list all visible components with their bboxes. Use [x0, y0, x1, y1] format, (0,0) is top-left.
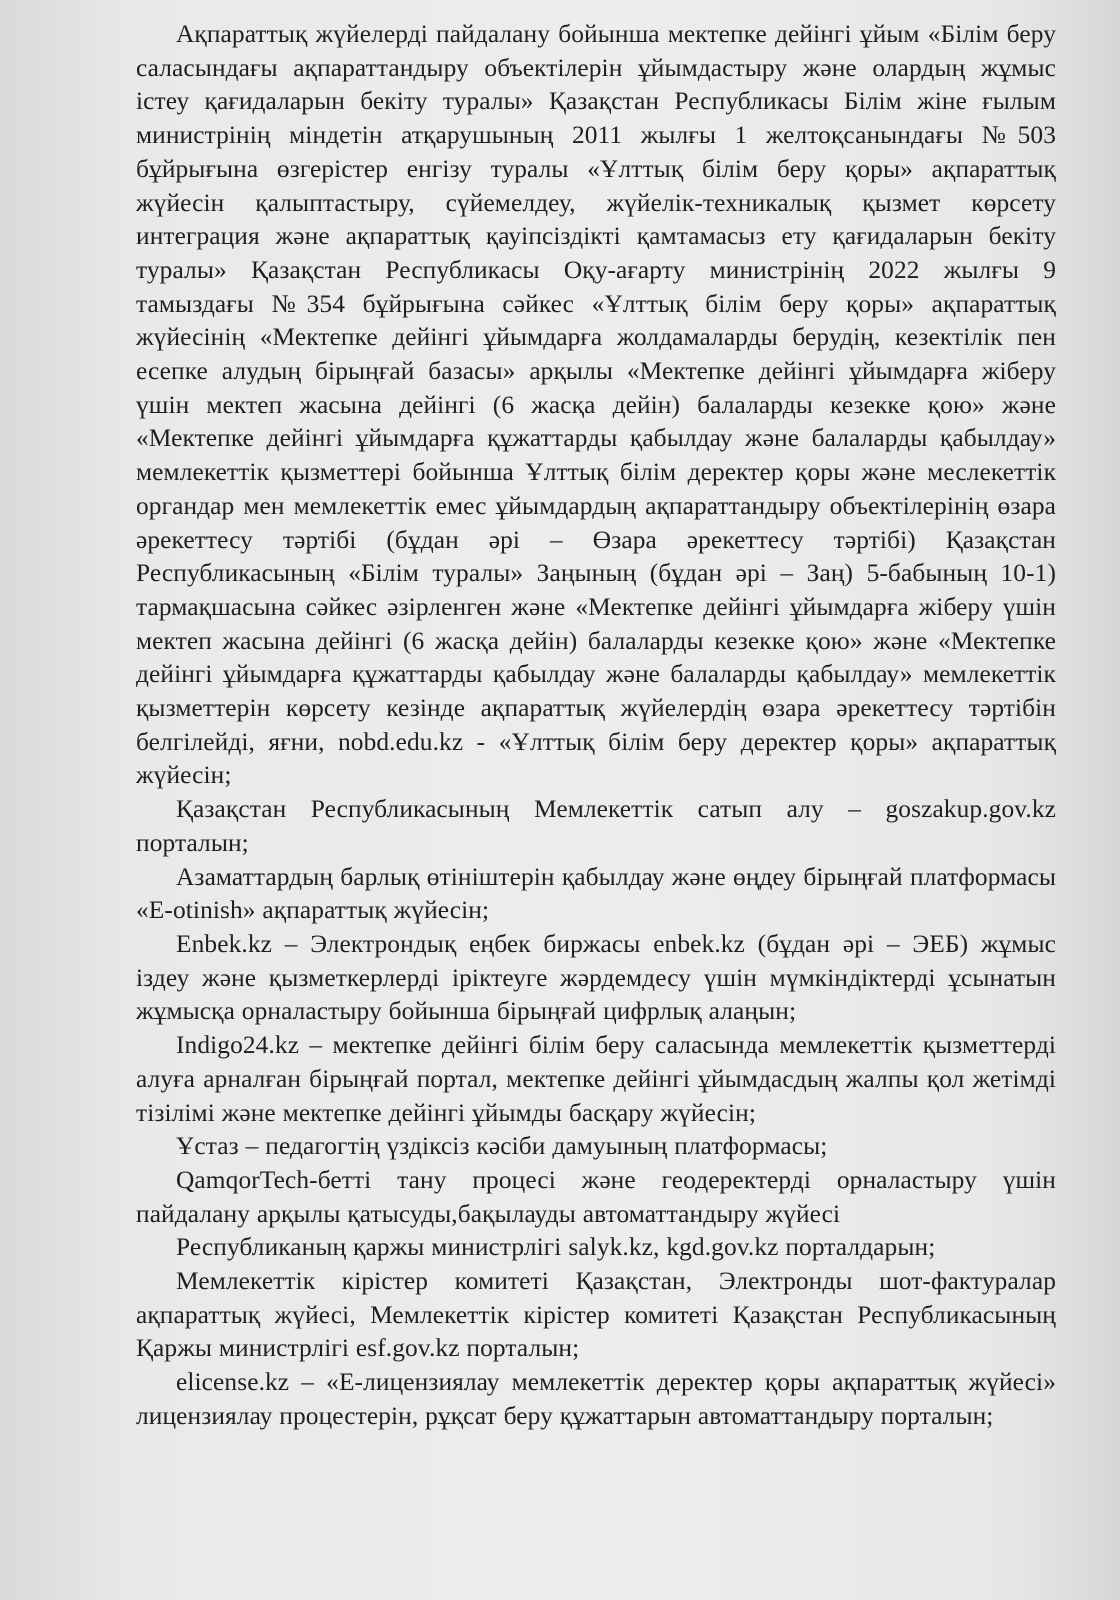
paragraph-salyk: Республиканың қаржы министрлігі salyk.kz, kgd.gov.kz порталдарын; — [176, 1233, 936, 1262]
paragraph-e-otinish: Азаматтардың барлық өтініштерін қабылдау және өңдеу бірыңғай платформасы «E-otinish» ақпараттық жүйесін; — [136, 862, 1056, 925]
document-body — [136, 18, 1056, 1434]
paragraph-elicense: elicense.kz – «Е-лицензиялау мемлекеттік деректер қоры ақпараттық жүйесі» лицензиялау процестерін, рұқсат беру құжаттарын автоматтандыру порталын; — [136, 1368, 1056, 1430]
paragraph-goszakup: Қазақстан Республикасының Мемлекеттік сатып алу – goszakup.gov.kz порталын; — [136, 795, 1056, 857]
paragraph-ustaz: Ұстаз – педагогтің үздіксіз кәсіби дамуының платформасы; — [176, 1132, 828, 1161]
paragraph-enbek: Enbek.kz – Электрондық еңбек биржасы enbek.kz (бұдан әрі – ЭЕБ) жұмыс іздеу және қызметкерлерді іріктеуге жәрдемдесу үшін мүмкіндіктерді ұсынатын жұмысқа орналастыру бойынша бірыңғай цифрлық алаңын; — [136, 929, 1056, 1026]
paragraph-qamqortech: QamqorTech-бетті тану процесі және геодеректерді орналастыру үшін пайдалану арқылы қатысуды,бақылауды автоматтандыру жүйесі — [136, 1165, 1056, 1228]
paragraph-esf: Мемлекеттік кірістер комитеті Қазақстан, Электронды шот-фактуралар ақпараттық жүйесі, Мемлекеттік кірістер комитеті Қазақстан Республикасының Қаржы министрлігі esf.gov.kz порталын; — [136, 1267, 1056, 1363]
paragraph-indigo24: Indigo24.kz – мектепке дейінгі білім беру саласында мемлекеттік қызметтерді алуға арналған бірыңғай портал, мектепке дейінгі ұйымдасдың жалпы қол жетімді тізілімі және мектепке дейінгі ұйымды басқару жүйесін; — [136, 1031, 1056, 1127]
paragraph-information-systems-intro: Ақпараттық жүйелерді пайдалану бойынша мектепке дейінгі ұйым «Білім беру саласындағы ақпараттандыру объектілерін ұйымдастыру және олардың жұмыс істеу қағидаларын бекіту туралы» Қазақстан Республикасы Білім жіне ғылым министрінің міндетін атқарушының 2011 жылғы 1 желтоқсанындағы №503 бұйрығына өзгерістер енгізу туралы «Ұлттық білім беру қоры» ақпараттық жүйесін қалыптастыру, сүйемелдеу, жүйелік-техникалық қызмет көрсету интеграция және ақпараттық қауіпсіздікті қамтамасыз ету қағидаларын бекіту туралы» Қазақстан Республикасы Оқу-ағарту министрінің 2022 жылғы 9 тамыздағы №354 бұйрығына сәйкес «Ұлттық білім беру қоры» ақпараттық жүйесінің «Мектепке дейінгі ұйымдарға жолдамаларды берудің, кезектілік пен есепке алудың бірыңғай базасы» арқылы «Мектепке дейінгі ұйымдарға жіберу үшін мектеп жасына дейінгі (6 жасқа дейін) балаларды кезекке қою» және «Мектепке дейінгі ұйымдарға құжаттарды қабылдау және балаларды қабылдау» мемлекеттік қызметтері бойынша Ұлттық білім деректер қоры және меслекеттік органдар мен мемлекеттік емес ұйымдардың ақпараттандыру объектілерінің өзара әрекеттесу тәртібі (бұдан әрі – Өзара әрекеттесу тәртібі) Қазақстан Республикасының «Білім туралы» Заңының (бұдан әрі – Заң) 5-бабының 10-1) тармақшасына сәйкес әзірленген және «Мектепке дейінгі ұйымдарға жіберу үшін мектеп жасына дейінгі (6 жасқа дейін) балаларды кезекке қою» және «Мектепке дейінгі ұйымдарға құжаттарды қабылдау және балаларды қабылдау» мемлекеттік қызметтерін көрсету кезінде ақпараттық жүйелердің өзара әрекеттесу тәртібін белгілейді, яғни, nobd.edu.kz - «Ұлттық білім беру деректер қоры» ақпараттық жүйесін; — [136, 20, 1056, 790]
